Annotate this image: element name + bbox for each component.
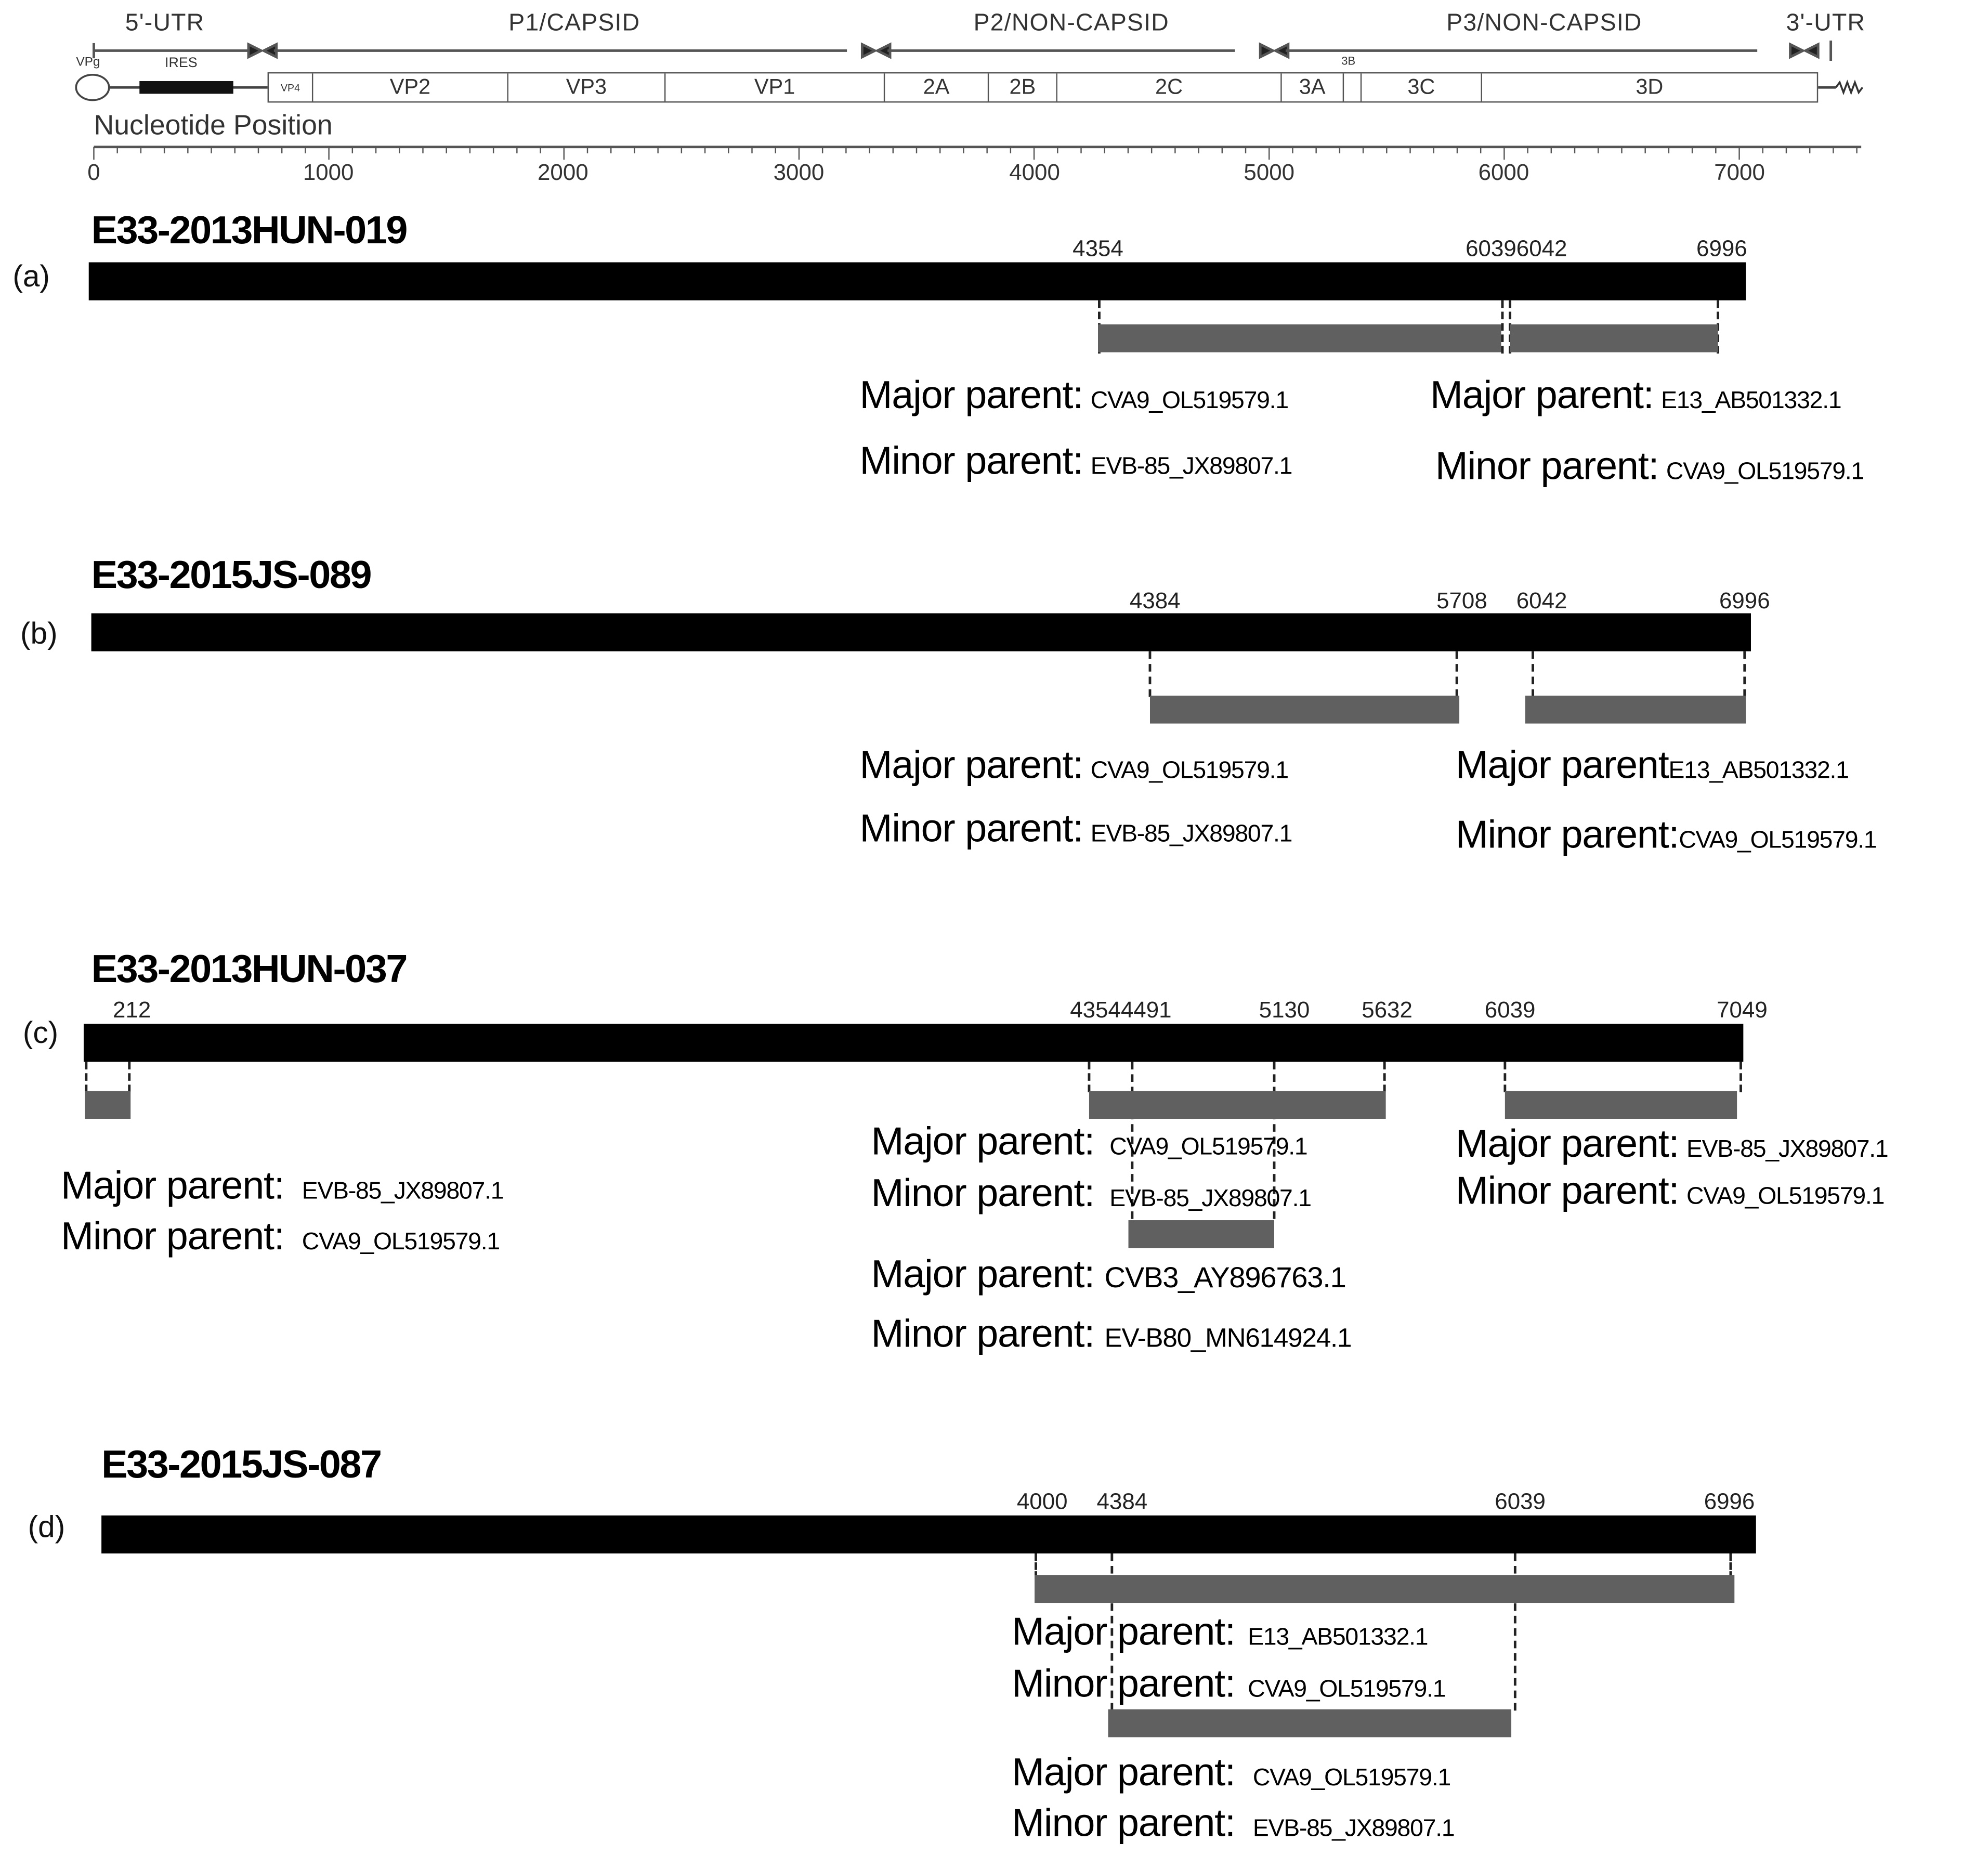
vpg-icon: [76, 75, 109, 100]
position-label: 6039: [1495, 1488, 1546, 1514]
position-label: 7049: [1717, 997, 1768, 1023]
breakpoint-guide: [1532, 651, 1534, 697]
recombinant-segment: [1505, 1091, 1737, 1119]
major-parent-line: Major parent: CVB3_AY896763.1: [871, 1251, 1346, 1297]
tick-3000: 3000: [773, 160, 825, 185]
tick-7000: 7000: [1714, 160, 1765, 185]
panel-letter: (b): [20, 617, 58, 651]
position-label: 4354: [1073, 236, 1123, 262]
minor-parent-line: Minor parent: CVA9_OL519579.1: [61, 1213, 500, 1259]
tick-4000: 4000: [1009, 160, 1060, 185]
genome-bar: [91, 613, 1751, 651]
recombinant-segment: [1089, 1091, 1386, 1119]
major-parent-line: Major parent: CVA9_OL519579.1: [1012, 1749, 1451, 1795]
genome-bar: [101, 1516, 1756, 1553]
recombinant-segment: [1129, 1220, 1274, 1248]
recombinant-segment: [1150, 696, 1459, 724]
region-label-p1: P1/CAPSID: [508, 10, 640, 37]
region-label-3utr: 3'-UTR: [1786, 10, 1866, 37]
ires-label: IRES: [165, 56, 198, 71]
position-label: 5708: [1436, 587, 1487, 613]
major-parent-line: Major parent: EVB-85_JX89807.1: [61, 1163, 504, 1208]
gene-vp1: VP1: [665, 73, 885, 101]
position-label: 5130: [1259, 997, 1310, 1023]
major-parent-line: Major parent: CVA9_OL519579.1: [871, 1119, 1307, 1164]
position-label: 4384: [1096, 1488, 1148, 1514]
minor-parent-line: Minor parent: EV-B80_MN614924.1: [871, 1311, 1352, 1356]
gene-3a: 3A: [1282, 73, 1344, 101]
region-label-p2: P2/NON-CAPSID: [973, 10, 1169, 37]
tick-2000: 2000: [537, 160, 588, 185]
position-label: 4000: [1016, 1488, 1068, 1514]
gene-3c: 3C: [1362, 73, 1482, 101]
tick-0: 0: [87, 160, 100, 185]
ires-icon: [139, 81, 233, 94]
breakpoint-guide: [85, 1062, 87, 1092]
minor-parent-line: Minor parent: CVA9_OL519579.1: [1435, 443, 1864, 488]
panel-letter: (a): [12, 259, 50, 294]
panel-letter: (d): [28, 1510, 66, 1545]
tick-5000: 5000: [1244, 160, 1295, 185]
recombinant-segment: [1108, 1709, 1512, 1738]
major-parent-line: Major parent: CVA9_OL519579.1: [859, 372, 1288, 417]
position-label: 6996: [1696, 236, 1747, 262]
recombinant-segment: [1035, 1575, 1734, 1603]
region-label-p3: P3/NON-CAPSID: [1446, 10, 1642, 37]
position-label: 6996: [1704, 1488, 1755, 1514]
genome-bar: [84, 1024, 1743, 1062]
major-parent-line: Major parent: E13_AB501332.1: [1430, 372, 1841, 417]
sample-title: E33-2015JS-087: [101, 1442, 381, 1486]
sample-title: E33-2015JS-089: [91, 552, 371, 597]
major-parent-line: Major parentE13_AB501332.1: [1455, 742, 1849, 787]
breakpoint-guide: [1743, 651, 1746, 697]
breakpoint-guide: [1383, 1062, 1386, 1092]
recombinant-segment: [1510, 324, 1718, 352]
polya-tail-icon: [1836, 82, 1862, 92]
major-parent-line: Major parent: CVA9_OL519579.1: [859, 742, 1288, 787]
gene-vp2: VP2: [313, 73, 508, 101]
gene-3b: [1344, 73, 1362, 101]
genome-bar: [89, 263, 1746, 301]
minor-parent-line: Minor parent: CVA9_OL519579.1: [1455, 1168, 1885, 1213]
minor-parent-line: Minor parent: EVB-85_JX89807.1: [859, 438, 1292, 483]
axis-title: Nucleotide Position: [94, 109, 333, 141]
position-label: 60396042: [1466, 236, 1567, 262]
breakpoint-guide: [1740, 1062, 1742, 1092]
position-label: 6039: [1484, 997, 1536, 1023]
vpg-label: VPg: [76, 56, 100, 70]
major-parent-line: Major parent: E13_AB501332.1: [1012, 1609, 1428, 1654]
position-label: 6042: [1516, 587, 1567, 613]
recombinant-segment: [85, 1091, 130, 1119]
gene-3d: 3D: [1636, 74, 1664, 99]
position-label: 212: [112, 997, 151, 1023]
sample-title: E33-2013HUN-037: [91, 946, 407, 991]
breakpoint-guide: [1503, 1062, 1506, 1092]
gene-2c: 2C: [1057, 73, 1282, 101]
position-label: 6996: [1719, 587, 1770, 613]
minor-parent-line: Minor parent: EVB-85_JX89807.1: [871, 1170, 1311, 1216]
major-parent-line: Major parent: EVB-85_JX89807.1: [1455, 1121, 1888, 1166]
recombinant-segment: [1098, 324, 1501, 352]
minor-parent-line: Minor parent:CVA9_OL519579.1: [1455, 812, 1877, 857]
breakpoint-guide: [1501, 301, 1504, 354]
breakpoint-guide: [1149, 651, 1152, 697]
polyprotein-gene-map: [268, 72, 1819, 102]
position-label: 43544491: [1070, 997, 1172, 1023]
recombinant-segment: [1525, 696, 1746, 724]
region-label-5utr: 5'-UTR: [125, 10, 205, 37]
gene-2b: 2B: [989, 73, 1057, 101]
position-label: 4384: [1129, 587, 1181, 613]
minor-parent-line: Minor parent: EVB-85_JX89807.1: [1012, 1800, 1455, 1845]
nucleotide-axis: [0, 145, 1988, 162]
gene-vp4: VP4: [269, 73, 313, 101]
breakpoint-guide: [1088, 1062, 1090, 1092]
sample-title: E33-2013HUN-019: [91, 207, 407, 253]
panel-letter: (c): [22, 1016, 59, 1051]
tick-1000: 1000: [303, 160, 354, 185]
position-label: 5632: [1362, 997, 1412, 1023]
gene-vp3: VP3: [508, 73, 665, 101]
tick-6000: 6000: [1478, 160, 1529, 185]
minor-parent-line: Minor parent: EVB-85_JX89807.1: [859, 806, 1292, 851]
region-arrows: [0, 38, 1988, 63]
minor-parent-line: Minor parent: CVA9_OL519579.1: [1012, 1661, 1446, 1706]
breakpoint-guide: [128, 1062, 130, 1092]
gene-2a: 2A: [885, 73, 989, 101]
3b-label: 3B: [1341, 54, 1356, 68]
breakpoint-guide: [1456, 651, 1458, 697]
